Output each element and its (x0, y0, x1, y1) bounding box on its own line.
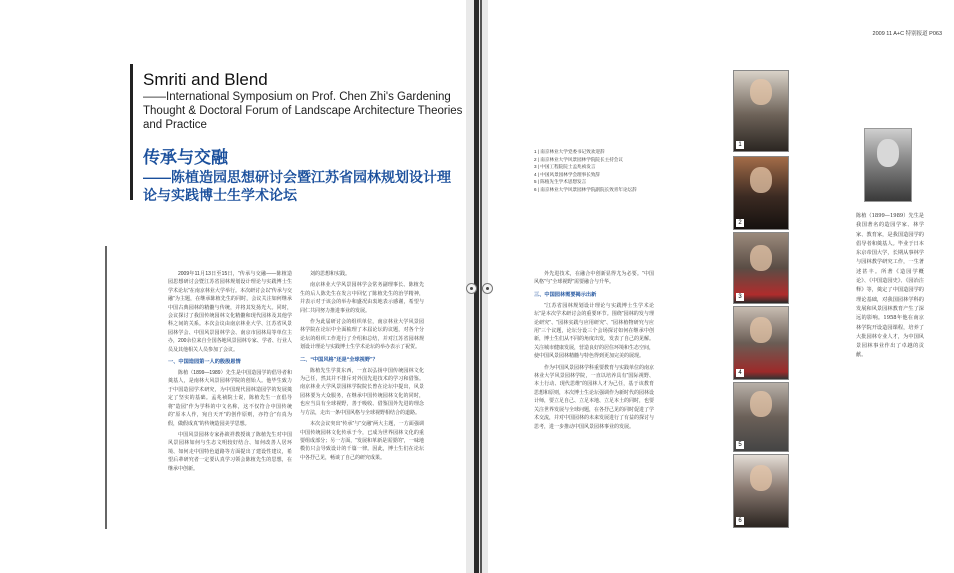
person-figure (750, 79, 772, 105)
person-figure (750, 465, 772, 491)
caption-item: 1 | 南京林业大学党委书记致欢迎辞 (534, 149, 605, 154)
chinese-title-sub: ——陈植造园思想研讨会暨江苏省园林规划设计理论与实践博士生学术论坛 (143, 169, 451, 203)
event-photo (733, 454, 789, 528)
biography-text: 陈植（1899—1989）先生是我国著名的造园学家、林学家、教育家，是我国造园学的倡导者和奠基人。毕业于日本东京帝国大学，长期从事林学与园林教学研究工作，一生著述甚丰。所著《造园学概论》、《中国造园史》、《园冶注释》等，奠定了中国造园学的理论基础，对我国园林学科的发展和风景园林教育产生了深远的影响。1958年他在南京林学院开设造园课程，培养了大批园林专业人才，为中国风景园林事业作出了卓越的贡献。 (856, 213, 924, 359)
event-photo (733, 156, 789, 230)
caption-item: 4 | 中国风景园林学会理事长致辞 (534, 171, 601, 177)
caption-item: 6 | 南京林业大学风景园林学院副院长致青年论坛辞 (534, 186, 637, 192)
person-figure (750, 167, 772, 193)
title-rule (130, 64, 133, 200)
paragraph: 作为中国风景园林学科重要教育与实践单位的南京林业大学风景园林学院，一直以培养具有“国际视野、本土行动、现代思维”的园林人才为己任，基于该教育思想和原则，本次博士生论坛强调作为新时代的园林设计师，要立足自己、立足本地、立足本土的同时，也要关注世界发展与全球问题，在各抒己见的同时促进了学术交流，并对中国园林的未来发展进行了有益的探讨与思考，进一步推动中国风景园林事业的发展。 (534, 364, 655, 430)
event-photo (733, 382, 789, 452)
left-page (0, 0, 466, 573)
english-title-sub: ——International Symposium on Prof. Chen Zhi's Gardening Thought & Doctoral Forum of Landscape Architecture Theories and Practice (143, 91, 463, 131)
article-column-1 (168, 270, 292, 476)
article-column-3 (534, 270, 654, 434)
paragraph: 刘的思想和实践。 (310, 271, 351, 277)
paragraph: 外先进技术，在融合中创新显得尤为必要。“中国风格”与“全球视野”需要融合与升华。 (534, 271, 654, 286)
chinese-title-main: 传承与交融 (143, 148, 228, 167)
column-rule (105, 246, 107, 529)
section-heading: 二、“中国风格”还是“全球视野”？ (300, 356, 378, 363)
photo-number: 5 (736, 441, 744, 449)
caption-item: 2 | 南京林业大学风景园林学院院长主持会议 (534, 156, 623, 162)
paragraph: 南京林业大学风景园林学会常务副理事长、陈植先生的后人陈先生在发言中回忆了陈植先生的治学精神，并表示对于该会的举办和盛况由衷地表示感谢，希望与同仁共同努力推进事业的发展。 (300, 282, 424, 314)
chinese-title (143, 148, 463, 204)
article-column-2 (300, 270, 424, 465)
person-figure (750, 391, 772, 417)
english-title-main: Smriti and Blend (143, 70, 268, 89)
binder-ring-icon (466, 283, 477, 294)
person-figure (750, 245, 772, 271)
section-heading: 三、中国园林需要揭示出新 (534, 291, 597, 298)
page-header: 2009 11 A+C 特别报道 P063 (872, 31, 942, 37)
paragraph: 本次会议突出“传承”与“交融”两大主题，一方面强调中国传统园林文化传承于今，已成为世界园林文化的重要组成部分；另一方面，“发展和革新是需要的”，一味地模仿只会导致设计的千篇一律。因此，博士生们在论坛中各抒己见，畅谈了自己的研究成果。 (300, 421, 424, 461)
paragraph: 中国风景园林专家孙筱祥教授谈了陈植先生对中国风景园林如何与生态文明较好结合、如何改善人居环境、如何走中国特色道路等方面提出了建设性建议，希望后辈研究者一定要认真学习领会陈植先生的思想，在继承中创新。 (168, 431, 292, 472)
photo-number: 1 (736, 141, 744, 149)
event-photo (733, 232, 789, 304)
photo-number: 2 (736, 219, 744, 227)
binder-ring-icon (482, 283, 493, 294)
paragraph: 作为此届研讨会的组织单位，南京林业大学风景园林学院在论坛中全面梳理了本届论坛的议题，对各个分论坛的组织工作进行了介绍和总结，并对江苏省园林规划设计理论与实践博士生学术论坛的举办表示了祝贺。 (300, 319, 424, 351)
person-figure (877, 139, 899, 167)
caption-item: 3 | 中国工程院院士孟兆祯发言 (534, 164, 596, 170)
photo-number: 4 (736, 369, 744, 377)
english-title (143, 70, 463, 132)
photo-number: 3 (736, 293, 744, 301)
event-photo (733, 70, 789, 152)
section-heading: 一、中国造园第一人的殷殷恩情 (168, 359, 241, 366)
chen-zhi-portrait (864, 128, 912, 202)
paragraph: 陈植（1899—1989）先生是中国造园学的倡导者和奠基人，是南林大风景园林学院的创始人。他毕生致力于中国造园学术研究，为中国现代园林造园学的发展奠定了坚实的基础。孟兆祯院士说，陈植先生一直倡导将“造园”作为学科的中文名称，这不仅符合中国传统的“原本人作，宛自天开”的创作原则，亦符合“有真为假，做假成真”的传统造园美学思想。 (168, 370, 292, 427)
photo-number: 6 (736, 517, 744, 525)
person-figure (750, 317, 772, 343)
event-photo (733, 306, 789, 380)
photo-captions (534, 148, 724, 194)
paragraph: 2009年11月13日至15日，“传承与交融——陈植造园思想研讨会暨江苏省园林规划设计理论与实践博士生学术论坛”在南京林业大学举行。本次研讨会以“传承与交融”为主题，在继承陈植先生的同时，会议关注如何继承中国古典园林的精髓与传统，并将其发扬光大。同时，会议探讨了我国传统园林文化精髓和现代园林及其他学科之间的关系。本次会议由南京林业大学、江苏省风景园林学会、中国风景园林学会、南京市园林局等单位主办，200余位来自全国各地风景园林专家、学者、行业人员及其他相关人员参加了会议。 (168, 271, 292, 353)
caption-item: 5 | 陈植先生学术思想发言 (534, 179, 587, 185)
paragraph: “江苏省园林规划设计理论与实践博士生学术论坛”是本次学术研讨会的重要环节。围绕“园林的发与理论研究”、“园林实践与应用研究”、“园林植物研究与应用”三个议题，论坛分设三个会场探讨如何在继承中创新，博士生们从不同的角度出发，发表了自己的见解。关注城市健康发展，营造良好的居住环境和生态空间，使中国风景园林精髓与特色得到更加完美的展现。 (534, 302, 655, 360)
paragraph: 陈植先生学贯东西，一直以弘扬中国传统园林文化为己任，然其并不排斥对外国先进技术的学习和借鉴。南京林业大学风景园林学院院长曾在论坛中提出，风景园林要为大众服务，在继承中国传统园林文化的同时，也应当具有全球视野，善于吸收、借鉴国外先进的理念与方法，走出一条中国风格与全球视野相结合的道路。 (300, 367, 424, 416)
